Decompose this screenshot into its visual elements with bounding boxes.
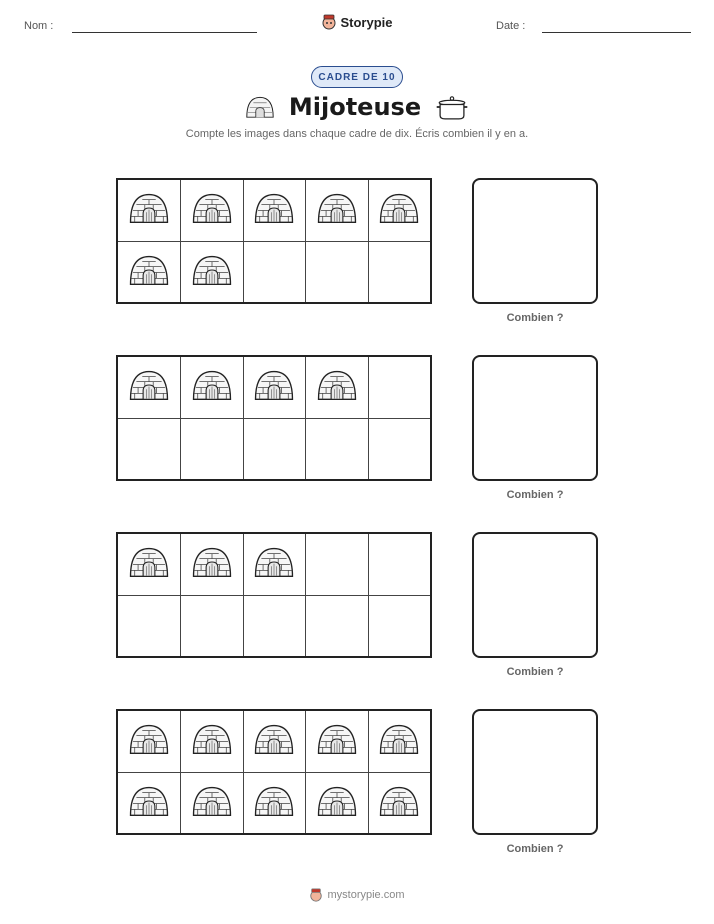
frame-cell bbox=[305, 180, 367, 241]
igloo-icon bbox=[378, 781, 420, 826]
answer-box[interactable] bbox=[472, 178, 598, 304]
ten-frame bbox=[116, 178, 432, 304]
frame-cell bbox=[243, 595, 305, 656]
frame-cell bbox=[118, 772, 180, 833]
igloo-icon bbox=[316, 781, 358, 826]
ten-frame bbox=[116, 355, 432, 481]
frame-cell bbox=[180, 418, 242, 479]
igloo-icon bbox=[128, 542, 170, 587]
igloo-icon bbox=[253, 781, 295, 826]
worksheet-title: Mijoteuse bbox=[288, 93, 422, 121]
ten-frame bbox=[116, 532, 432, 658]
frame-cell bbox=[368, 534, 430, 595]
frame-cell bbox=[368, 772, 430, 833]
frame-cell bbox=[368, 595, 430, 656]
frame-cell bbox=[118, 180, 180, 241]
igloo-icon bbox=[245, 93, 275, 121]
title-row bbox=[0, 91, 714, 123]
frame-cell bbox=[243, 534, 305, 595]
frame-cell bbox=[243, 357, 305, 418]
igloo-icon bbox=[253, 365, 295, 410]
name-label: Nom : bbox=[24, 20, 54, 32]
igloo-icon bbox=[253, 719, 295, 764]
date-label: Date : bbox=[496, 20, 526, 32]
frame-cell bbox=[243, 180, 305, 241]
frame-cell bbox=[243, 418, 305, 479]
igloo-icon bbox=[128, 250, 170, 295]
storypie-mascot-icon bbox=[321, 14, 337, 30]
answer-label: Combien ? bbox=[506, 489, 564, 501]
frame-cell bbox=[118, 595, 180, 656]
igloo-icon bbox=[316, 365, 358, 410]
name-line[interactable] bbox=[72, 32, 257, 33]
answer-label: Combien ? bbox=[506, 312, 564, 324]
frame-cell bbox=[243, 241, 305, 302]
frame-cell bbox=[180, 534, 242, 595]
igloo-icon bbox=[191, 719, 233, 764]
frame-cell bbox=[305, 418, 367, 479]
frame-cell bbox=[118, 241, 180, 302]
igloo-icon bbox=[191, 250, 233, 295]
igloo-icon bbox=[378, 188, 420, 233]
frame-cell bbox=[180, 772, 242, 833]
frame-cell bbox=[305, 357, 367, 418]
igloo-icon bbox=[191, 781, 233, 826]
instructions: Compte les images dans chaque cadre de dix. Écris combien il y en a. bbox=[185, 128, 529, 140]
brand-logo bbox=[0, 14, 714, 30]
frame-cell bbox=[305, 711, 367, 772]
frame-cell bbox=[305, 534, 367, 595]
answer-box[interactable] bbox=[472, 532, 598, 658]
frame-cell bbox=[180, 595, 242, 656]
igloo-icon bbox=[316, 719, 358, 764]
frame-cell bbox=[180, 180, 242, 241]
igloo-icon bbox=[316, 188, 358, 233]
frame-cell bbox=[368, 418, 430, 479]
igloo-icon bbox=[191, 365, 233, 410]
igloo-icon bbox=[253, 542, 295, 587]
ten-frame bbox=[116, 709, 432, 835]
frame-cell bbox=[368, 241, 430, 302]
frame-cell bbox=[118, 418, 180, 479]
frame-cell bbox=[118, 357, 180, 418]
answer-box[interactable] bbox=[472, 709, 598, 835]
frame-cell bbox=[368, 357, 430, 418]
answer-box[interactable] bbox=[472, 355, 598, 481]
answer-label: Combien ? bbox=[506, 843, 564, 855]
frame-cell bbox=[118, 711, 180, 772]
footer-url[interactable]: mystorypie.com bbox=[327, 889, 405, 901]
date-line[interactable] bbox=[542, 32, 691, 33]
frame-cell bbox=[305, 772, 367, 833]
storypie-mascot-icon bbox=[309, 888, 323, 902]
footer bbox=[0, 888, 714, 902]
frame-cell bbox=[180, 357, 242, 418]
frame-cell bbox=[305, 241, 367, 302]
igloo-icon bbox=[378, 719, 420, 764]
frame-cell bbox=[368, 711, 430, 772]
igloo-icon bbox=[128, 365, 170, 410]
frame-cell bbox=[180, 241, 242, 302]
cooking-pot-icon bbox=[435, 93, 469, 121]
worksheet-type-badge: CADRE DE 10 bbox=[311, 66, 403, 88]
frame-cell bbox=[368, 180, 430, 241]
answer-label: Combien ? bbox=[506, 666, 564, 678]
frame-cell bbox=[243, 772, 305, 833]
frame-cell bbox=[243, 711, 305, 772]
frame-cell bbox=[305, 595, 367, 656]
igloo-icon bbox=[128, 719, 170, 764]
igloo-icon bbox=[191, 188, 233, 233]
frame-cell bbox=[180, 711, 242, 772]
igloo-icon bbox=[191, 542, 233, 587]
igloo-icon bbox=[128, 781, 170, 826]
igloo-icon bbox=[253, 188, 295, 233]
igloo-icon bbox=[128, 188, 170, 233]
brand-name: Storypie bbox=[340, 14, 393, 30]
frame-cell bbox=[118, 534, 180, 595]
